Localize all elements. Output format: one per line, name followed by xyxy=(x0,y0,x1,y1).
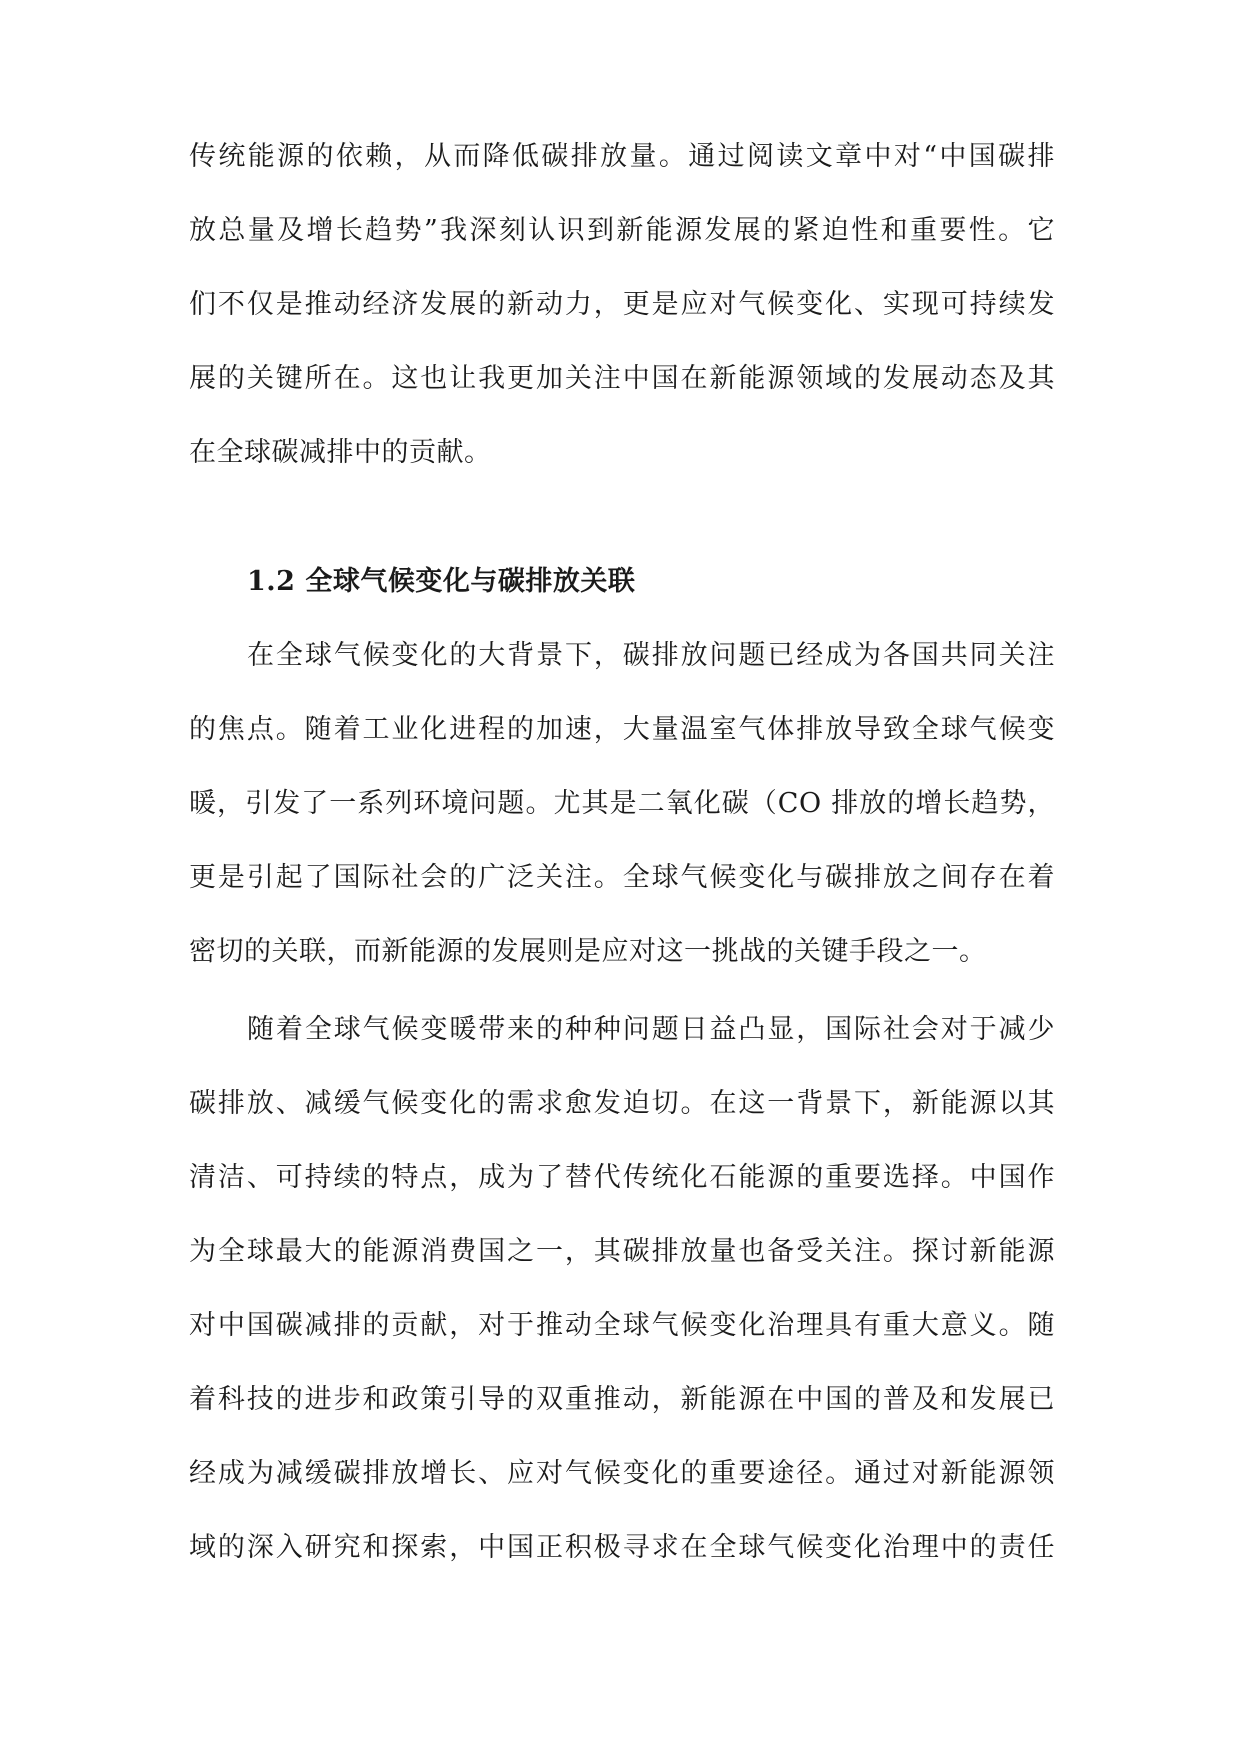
text-line: 暖，引发了一系列环境问题。尤其是二氧化碳（CO 排放的增长趋势， xyxy=(189,788,1055,819)
text-line: 更是引起了国际社会的广泛关注。全球气候变化与碳排放之间存在着 xyxy=(189,862,1055,893)
text-line: 在全球碳减排中的贡献。 xyxy=(189,437,492,468)
paragraph-2 xyxy=(189,641,1055,967)
text-line: 着科技的进步和政策引导的双重推动，新能源在中国的普及和发展已 xyxy=(189,1384,1055,1415)
text-line: 传统能源的依赖，从而降低碳排放量。通过阅读文章中对“中国碳排 xyxy=(189,141,1055,172)
text-line: 们不仅是推动经济发展的新动力，更是应对气候变化、实现可持续发 xyxy=(189,289,1055,320)
text-line: 随着全球气候变暖带来的种种问题日益凸显，国际社会对于减少 xyxy=(247,1014,1055,1045)
text-line: 清洁、可持续的特点，成为了替代传统化石能源的重要选择。中国作 xyxy=(189,1162,1055,1193)
text-line: 密切的关联，而新能源的发展则是应对这一挑战的关键手段之一。 xyxy=(189,936,987,967)
paragraph-3 xyxy=(189,1015,1055,1563)
section-heading: 1.2 全球气候变化与碳排放关联 xyxy=(247,566,636,597)
text-line: 为全球最大的能源消费国之一，其碳排放量也备受关注。探讨新能源 xyxy=(189,1236,1055,1267)
text-line: 碳排放、减缓气候变化的需求愈发迫切。在这一背景下，新能源以其 xyxy=(189,1088,1055,1119)
text-line: 经成为减缓碳排放增长、应对气候变化的重要途径。通过对新能源领 xyxy=(189,1458,1055,1489)
text-line: 在全球气候变化的大背景下，碳排放问题已经成为各国共同关注 xyxy=(247,640,1055,671)
text-line: 对中国碳减排的贡献，对于推动全球气候变化治理具有重大意义。随 xyxy=(189,1310,1055,1341)
text-line: 放总量及增长趋势”我深刻认识到新能源发展的紧迫性和重要性。它 xyxy=(189,215,1055,246)
text-line: 的焦点。随着工业化进程的加速，大量温室气体排放导致全球气候变 xyxy=(189,714,1055,745)
text-line: 展的关键所在。这也让我更加关注中国在新能源领域的发展动态及其 xyxy=(189,363,1055,394)
paragraph-1 xyxy=(189,142,1055,468)
text-line: 域的深入研究和探索，中国正积极寻求在全球气候变化治理中的责任 xyxy=(189,1532,1055,1563)
